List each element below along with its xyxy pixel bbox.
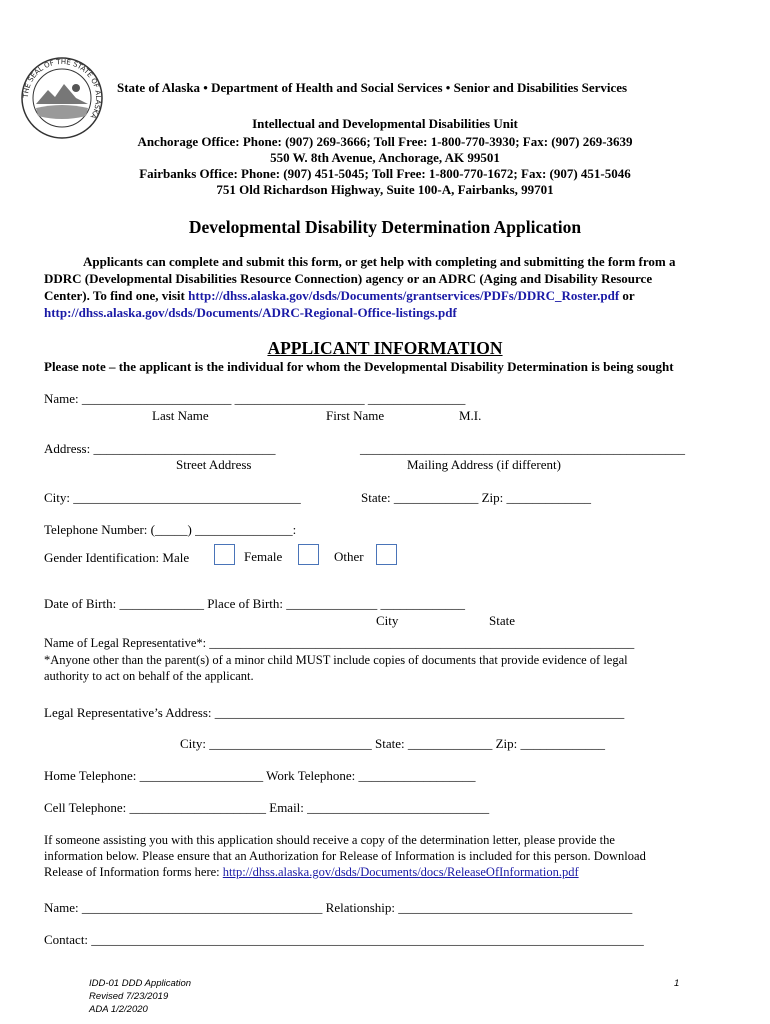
ddrc-roster-link[interactable]: http://dhss.alaska.gov/dsds/Documents/grantservices/PDFs/DDRC_Roster.pdf xyxy=(188,288,620,303)
unit-name: Intellectual and Developmental Disabilities Unit xyxy=(252,116,518,131)
anchorage-office-phone: Anchorage Office: Phone: (907) 269-3666; Toll Free: 1-800-770-3930; Fax: (907) 269-3639 xyxy=(137,134,633,149)
female-label: Female xyxy=(244,549,283,564)
intro-line-2: DDRC (Developmental Disabilities Resource Connection) agency or an ADRC (Aging and Disability Resource xyxy=(44,271,653,286)
applicant-note: Please note – the applicant is the individual for whom the Developmental Disability Determination is being sought xyxy=(44,359,674,374)
gender-label: Gender Identification: Male xyxy=(44,550,190,565)
intro-line-1: Applicants can complete and submit this form, or get help with completing and submitting the form from a xyxy=(83,254,676,269)
birth-field[interactable]: Date of Birth: _____________ Place of Birth: ______________ _____________ xyxy=(44,596,466,611)
legal-note-2: authority to act on behalf of the applicant. xyxy=(44,669,254,683)
state-zip-field[interactable]: State: _____________ Zip: _____________ xyxy=(361,490,592,505)
home-work-telephone-field[interactable]: Home Telephone: ___________________ Work Telephone: __________________ xyxy=(44,768,476,783)
mi-label: M.I. xyxy=(459,408,482,423)
assist-line-3 xyxy=(44,865,579,880)
other-checkbox[interactable] xyxy=(376,544,397,565)
fairbanks-office-address: 751 Old Richardson Highway, Suite 100-A, Fairbanks, 99701 xyxy=(216,182,554,197)
page-number: 1 xyxy=(674,978,680,989)
street-address-field[interactable]: Address: ____________________________ xyxy=(44,441,276,456)
section-heading: APPLICANT INFORMATION xyxy=(267,338,503,358)
footer-ada: ADA 1/2/2020 xyxy=(89,1004,148,1015)
contact-field[interactable]: Contact: _____________________________________________________________________________________ xyxy=(44,932,644,947)
cell-email-field[interactable]: Cell Telephone: _____________________ Email: ____________________________ xyxy=(44,800,490,815)
assist-prefix: Release of Information forms here: xyxy=(44,865,223,879)
intro-prefix: Center). To find one, visit xyxy=(44,288,189,303)
page-title: Developmental Disability Determination Application xyxy=(188,217,582,237)
mailing-address-field[interactable]: __________________________________________________ xyxy=(360,441,685,456)
release-info-link[interactable]: http://dhss.alaska.gov/dsds/Documents/docs/ReleaseOfInformation.pdf xyxy=(222,865,579,879)
footer-doc-id: IDD-01 DDD Application xyxy=(89,978,192,989)
legal-note-1: *Anyone other than the parent(s) of a minor child MUST include copies of documents that provide evidence of legal xyxy=(44,653,628,667)
seal-text: THE SEAL OF THE STATE OF ALASKA xyxy=(21,57,103,120)
birth-city-label: City xyxy=(376,613,399,628)
birth-state-label: State xyxy=(489,613,515,628)
last-name-label: Last Name xyxy=(152,408,209,423)
first-name-label: First Name xyxy=(326,408,385,423)
other-label: Other xyxy=(334,549,364,564)
mailing-address-label: Mailing Address (if different) xyxy=(407,457,561,472)
anchorage-office-address: 550 W. 8th Avenue, Anchorage, AK 99501 xyxy=(270,150,500,165)
adrc-listing-link[interactable]: http://dhss.alaska.gov/dsds/Documents/ADRC-Regional-Office-listings.pdf xyxy=(44,305,457,320)
legal-address-field[interactable]: Legal Representative’s Address: _______________________________________________________________ xyxy=(44,705,625,720)
female-checkbox[interactable] xyxy=(298,544,319,565)
intro-or: or xyxy=(619,288,635,303)
legal-rep-field[interactable]: Name of Legal Representative*: ____________________________________________________________________ xyxy=(44,636,635,650)
intro-line-3 xyxy=(44,288,635,304)
name-field[interactable]: Name: _______________________ ____________________ _______________ xyxy=(44,391,466,406)
assist-name-relationship-field[interactable]: Name: _____________________________________ Relationship: ____________________________________ xyxy=(44,900,633,915)
city-field[interactable]: City: ___________________________________ xyxy=(44,490,301,505)
telephone-field[interactable]: Telephone Number: (_____) _______________: xyxy=(44,522,297,537)
street-address-label: Street Address xyxy=(176,457,252,472)
fairbanks-office-phone: Fairbanks Office: Phone: (907) 451-5045; Toll Free: 1-800-770-1672; Fax: (907) 451-5046 xyxy=(139,166,631,181)
agency-line: State of Alaska • Department of Health and Social Services • Senior and Disabilities Services xyxy=(117,80,628,95)
legal-city-state-zip-field[interactable]: City: _________________________ State: _____________ Zip: _____________ xyxy=(180,736,606,751)
assist-line-1: If someone assisting you with this application should receive a copy of the determination letter, please provide the xyxy=(44,833,615,847)
male-checkbox[interactable] xyxy=(214,544,235,565)
footer-revised: Revised 7/23/2019 xyxy=(89,991,169,1002)
assist-line-2: information below. Please ensure that an Authorization for Release of Information is included for this person. Download xyxy=(44,849,646,863)
